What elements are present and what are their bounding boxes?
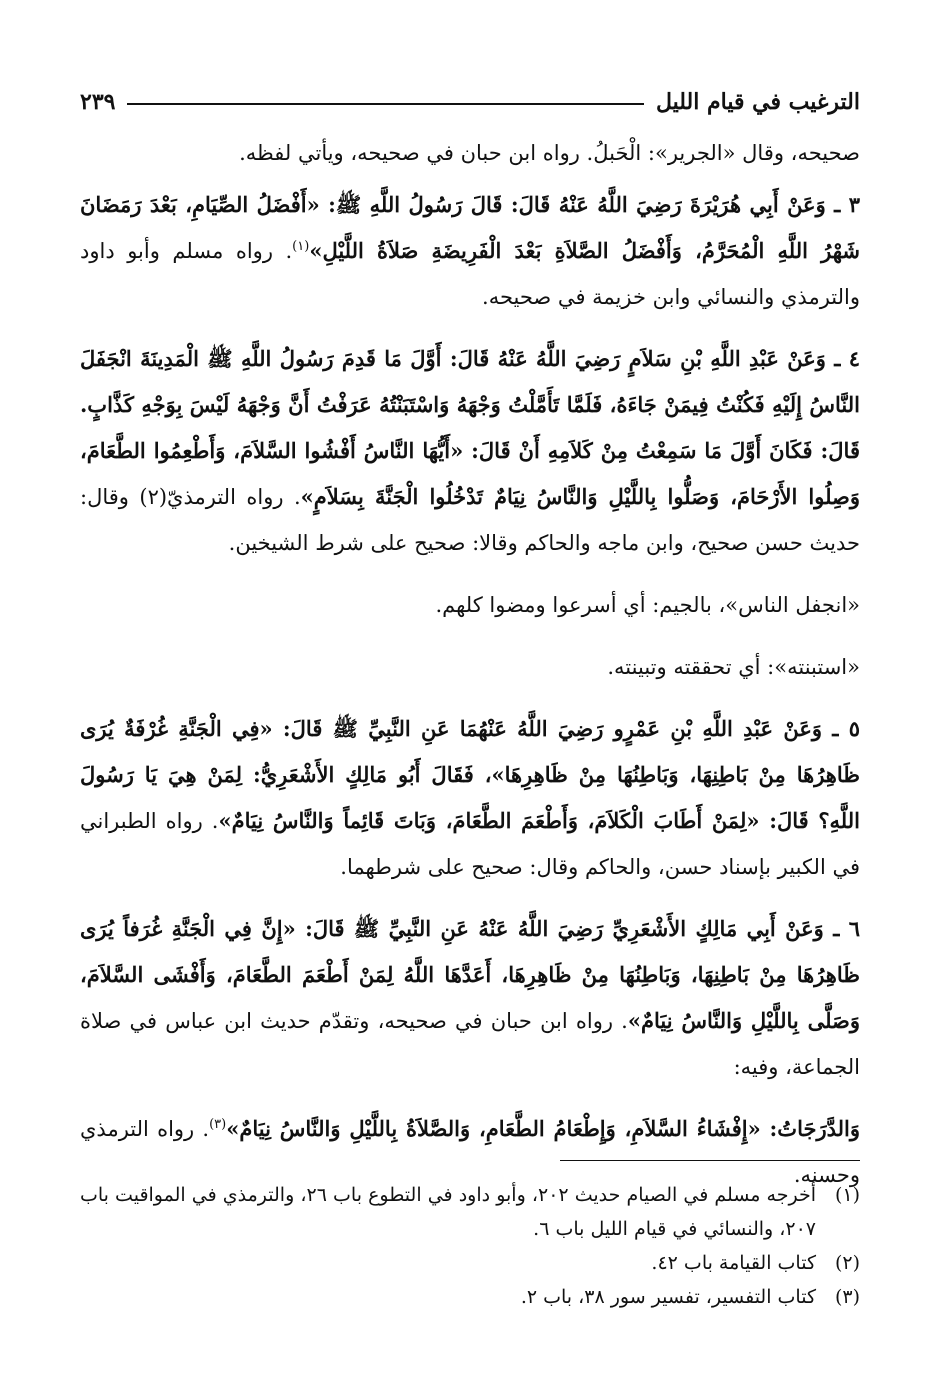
gloss-text: «انجفل الناس»، بالجيم: أي أسرعوا ومضوا كلهم. [435, 593, 860, 617]
footnote-number: (٣) [834, 1286, 860, 1308]
footnote-ref[interactable]: (٣) [209, 1117, 227, 1132]
hadith-3 [80, 182, 860, 320]
hadith-text: وَعَنْ عَبْدِ اللَّهِ بْنِ عَمْرٍو رَضِيَ اللَّهُ عَنْهُمَا عَنِ النَّبِيِّ ﷺ قَالَ: «فِي الْجَنَّةِ غُرْفَةٌ يُرَى ظَاهِرُهَا مِنْ بَاطِنِهَا، وَبَاطِنُهَا مِنْ ظَاهِرِهَا»، فَقَالَ أَبُو مَالِكٍ الأَشْعَرِيُّ: لِمَنْ هِيَ يَا رَسُولَ اللَّهِ؟ قَالَ: «لِمَنْ أَطَابَ الْكَلاَمَ، وَأَطْعَمَ الطَّعَامَ، وَبَاتَ قَائِماً وَالنَّاسُ نِيَامٌ» [80, 716, 860, 833]
hadith-note: . رواه الترمذيّ(٢) وقال: حديث حسن صحيح، وابن ماجه والحاكم وقالا: صحيح على شرط الشيخين. [80, 485, 860, 555]
footnote-text: كتاب القيامة باب ٤٢. [651, 1252, 816, 1274]
hadith-5 [80, 706, 860, 890]
header-title: الترغيب في قيام الليل [655, 89, 860, 115]
hadith-text: وَعَنْ أَبِي هُرَيْرَةَ رَضِيَ اللَّهُ عَنْهُ قَالَ: قَالَ رَسُولُ اللَّهِ ﷺ: «أَفْضَلُ الصِّيَامِ، بَعْدَ رَمَضَانَ شَهْرُ اللَّهِ الْمُحَرَّمُ، وَأَفْضَلُ الصَّلاَةِ بَعْدَ الْفَرِيضَةِ صَلاَةُ اللَّيْلِ» [80, 192, 860, 263]
document-page [80, 80, 860, 1340]
footnote-number: (١) [834, 1184, 860, 1206]
footnote-item [80, 1246, 860, 1280]
hadith-note: . رواه الطبراني في الكبير بإسناد حسن، والحاكم وقال: صحيح على شرطهما. [80, 809, 860, 879]
hadith-number: ٤ ـ [825, 346, 860, 371]
footnote-text: كتاب التفسير، تفسير سور ٣٨، باب ٢. [520, 1286, 816, 1308]
running-header [80, 80, 860, 124]
gloss-1 [80, 582, 860, 628]
footnote-text: أخرجه مسلم في الصيام حديث ٢٠٢، وأبو داود في التطوع باب ٢٦، والترمذي في المواقيت باب ٢٠٧، والنسائي في قيام الليل باب ٦. [80, 1184, 816, 1240]
gloss-2 [80, 644, 860, 690]
hadith-text: وَعَنْ أَبِي مَالِكٍ الأَشْعَرِيِّ رَضِيَ اللَّهُ عَنْهُ عَنِ النَّبِيِّ ﷺ قَالَ: «إِنَّ فِي الْجَنَّةِ غُرَفاً يُرَى ظَاهِرُهَا مِنْ بَاطِنِهَا، وَبَاطِنُهَا مِنْ ظَاهِرِهَا، أَعَدَّهَا اللَّهُ لِمَنْ أَطْعَمَ الطَّعَامَ، وَأَفْشَى السَّلاَمَ، وَصَلَّى بِاللَّيْلِ وَالنَّاسُ نِيَامٌ» [80, 916, 860, 1033]
hadith-4 [80, 336, 860, 566]
body-text [80, 130, 860, 1198]
paragraph-note: صحيحه، وقال «الجرير»: الْحَبلُ. رواه ابن حبان في صحيحه، ويأتي لفظه. [239, 141, 860, 165]
gloss-text: «استبنته»: أي تحققته وتبينته. [607, 655, 860, 679]
footnote-ref[interactable]: (١) [292, 239, 310, 254]
hadith-note: . رواه الترمذي وحسنه. [80, 1117, 860, 1187]
hadith-text: وَعَنْ عَبْدِ اللَّهِ بْنِ سَلاَمٍ رَضِيَ اللَّهُ عَنْهُ قَالَ: أَوَّلَ مَا قَدِمَ رَسُولُ اللَّهِ ﷺ الْمَدِينَةَ انْجَفَلَ النَّاسُ إِلَيْهِ فَكُنْتُ فِيمَنْ جَاءَهُ، فَلَمَّا تَأَمَّلْتُ وَجْهَهُ وَاسْتَبَنْتُهُ عَرَفْتُ أَنَّ وَجْهَهُ لَيْسَ بِوَجْهِ كَذَّابٍ. قَالَ: فَكَانَ أَوَّلَ مَا سَمِعْتُ مِنْ كَلاَمِهِ أَنْ قَالَ: «أَيُّهَا النَّاسُ أَفْشُوا السَّلاَمَ، وَأَطْعِمُوا الطَّعَامَ، وَصِلُوا الأَرْحَامَ، وَصَلُّوا بِاللَّيْلِ وَالنَّاسُ نِيَامٌ تَدْخُلُوا الْجَنَّةَ بِسَلاَمٍ» [80, 346, 861, 509]
hadith-6 [80, 906, 860, 1090]
hadith-number: ٣ ـ [825, 192, 860, 217]
hadith-number: ٥ ـ [822, 716, 860, 741]
hadith-note: . رواه ابن حبان في صحيحه، وتقدّم حديث ابن عباس في صلاة الجماعة، وفيه: [80, 1009, 860, 1079]
footnotes [80, 1178, 860, 1314]
hadith-note: . رواه مسلم وأبو داود والترمذي والنسائي وابن خزيمة في صحيحه. [80, 239, 860, 309]
hadith-number: ٦ ـ [823, 916, 861, 941]
footnote-number: (٢) [834, 1252, 860, 1274]
footnote-item [80, 1178, 860, 1246]
hadith-text: وَالدَّرَجَاتُ: «إِفْشَاءُ السَّلاَمِ، وَإِطْعَامُ الطَّعَامِ، وَالصَّلاَةُ بِاللَّيْلِ وَالنَّاسُ نِيَامٌ» [226, 1116, 860, 1141]
footnote-item [80, 1280, 860, 1314]
footnote-separator [560, 1160, 860, 1161]
header-rule [127, 103, 643, 105]
page-number: ٢٣٩ [80, 89, 116, 115]
paragraph-continuation [80, 130, 860, 176]
